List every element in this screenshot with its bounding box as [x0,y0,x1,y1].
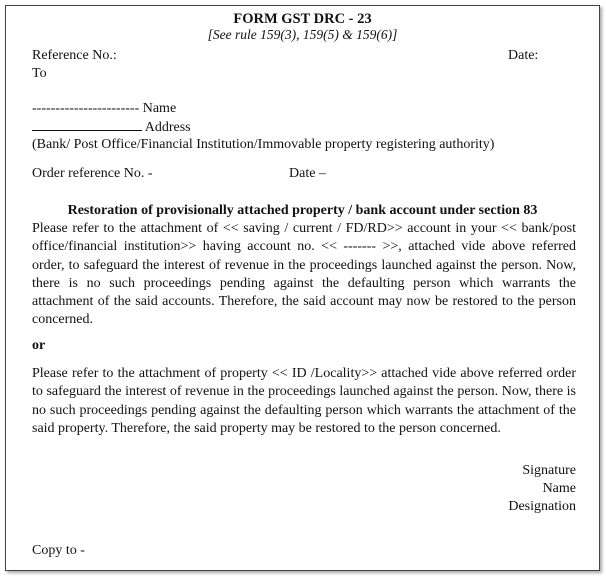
to-label: To [32,66,47,81]
form-title: FORM GST DRC - 23 [233,11,372,27]
address-blank-line [32,119,142,131]
or-separator: or [32,338,46,353]
paragraph-account-restoration: Please refer to the attachment of << saving / current / FD/RD>> account in your << bank/post office/financial institution>> having account no. << ------- >>, attached vide above referred order, to safeguard the interest of revenue in the proceedings launched against the person. Now, there is no such proceedings pending against the defaulting person which warrants the attachment of the said accounts. Therefore, the said account may now be restored to the person concerned. [32,221,576,328]
reference-number-label: Reference No.: [32,48,117,63]
copy-to-label: Copy to - [32,543,85,558]
addressee-address-line [32,119,191,136]
name-label: Name [142,101,177,116]
section-heading: Restoration of provisionally attached property / bank account under section 83 [67,203,538,218]
authority-label: (Bank/ Post Office/Financial Institution/Immovable property registering authority) [32,137,495,152]
paragraph-property-restoration: Please refer to the attachment of property << ID /Locality>> attached vide above referred order to safeguard the interest of revenue in the proceedings launched against the person. Now, there is no such proceedings pending against the defaulting person which warrants the attachment of the said property. Therefore, the said property may be restored to the person concerned. [32,366,576,436]
name-dash-line: ----------------------- [32,101,140,116]
date-label: Date: [508,48,539,63]
signature-label: Signature [522,463,576,478]
document-page [5,5,600,571]
order-date-label: Date – [289,166,326,181]
designation-label: Designation [508,499,576,514]
address-label: Address [144,120,191,135]
form-rule-reference: [See rule 159(3), 159(5) & 159(6)] [207,27,398,42]
addressee-name-line [32,101,176,117]
signatory-name-label: Name [542,481,576,496]
order-reference-label: Order reference No. - [32,166,153,181]
